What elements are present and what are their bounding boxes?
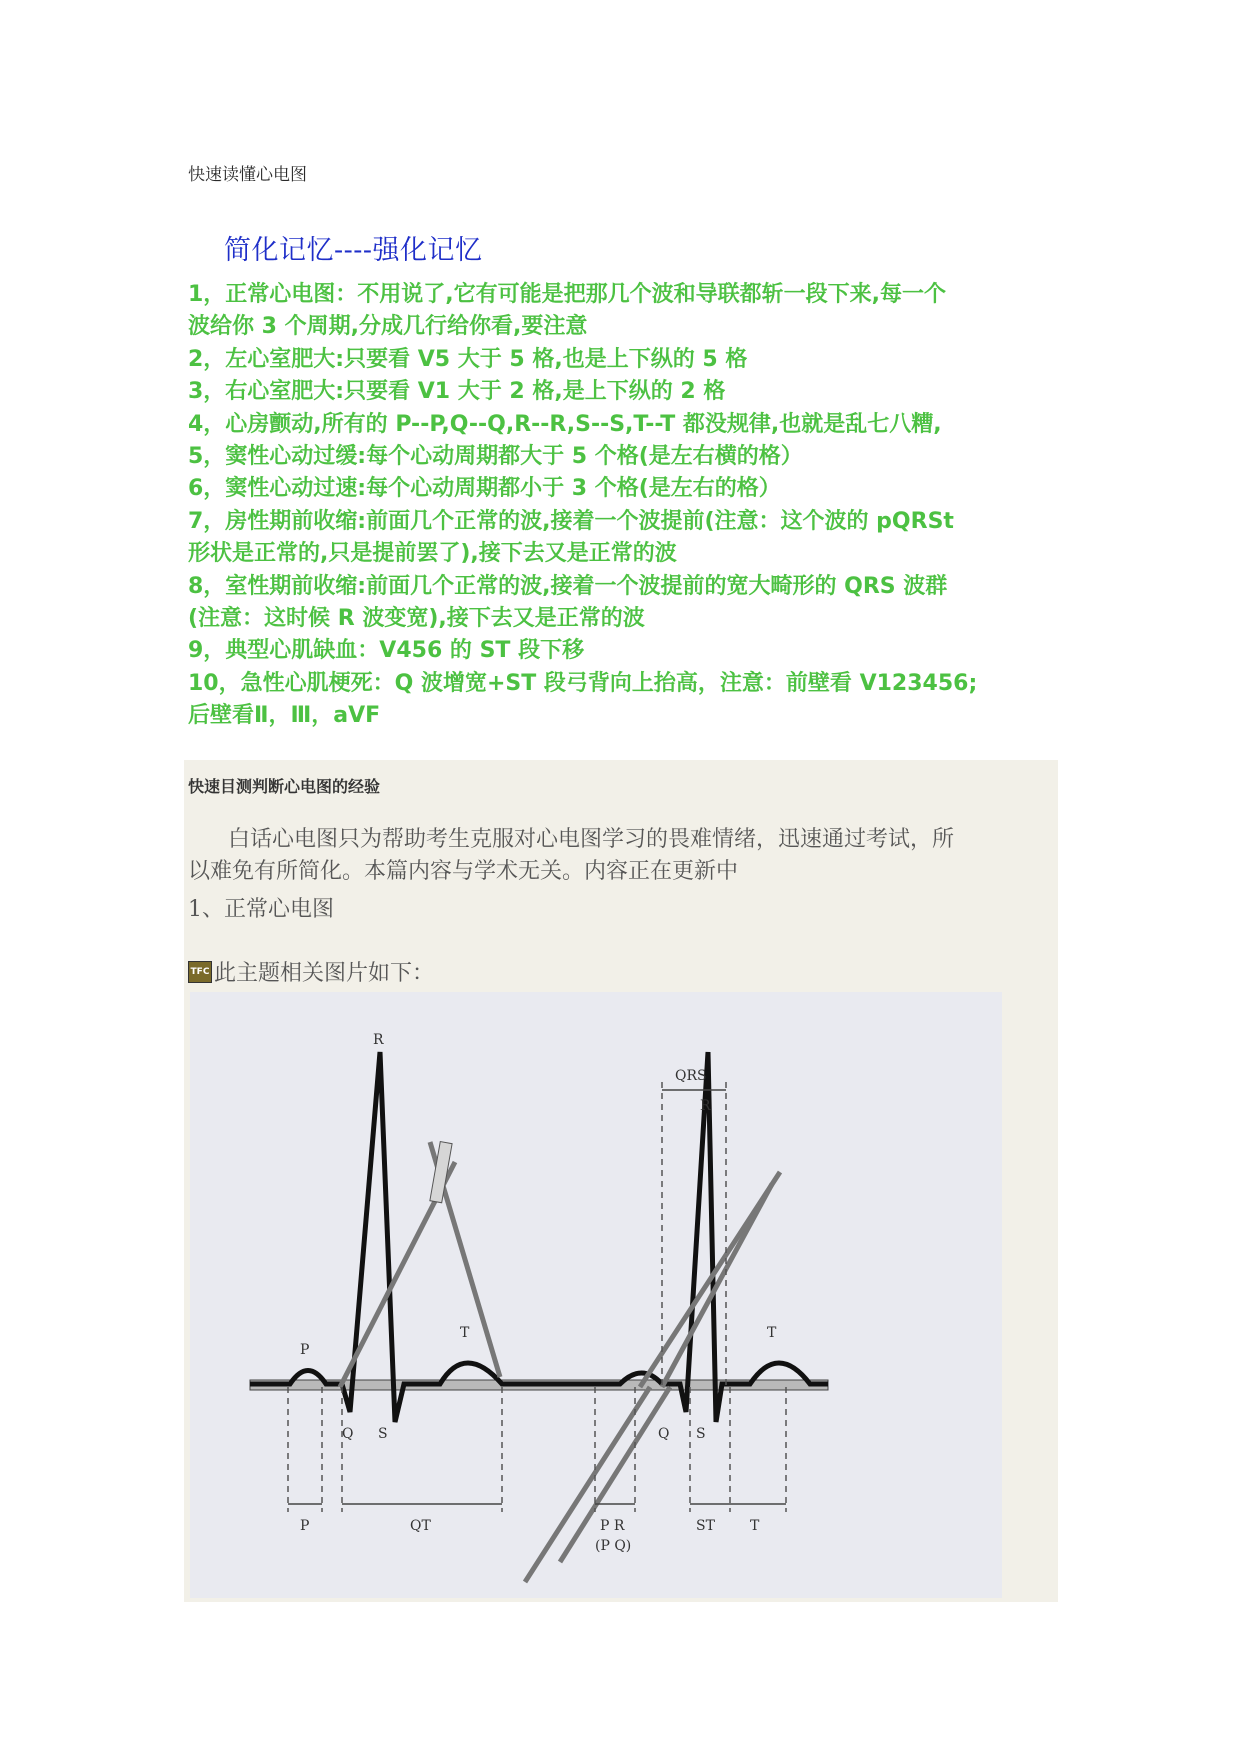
list-line: 8，室性期前收缩:前面几个正常的波,接着一个波提前的宽大畸形的 QRS 波群 xyxy=(188,573,948,599)
label-t1: T xyxy=(460,1325,470,1341)
paragraph-line: 以难免有所简化。本篇内容与学术无关。内容正在更新中 xyxy=(188,859,739,884)
item-normal-ecg: 1、正常心电图 xyxy=(188,897,334,922)
caliper-arm xyxy=(560,1387,670,1562)
label-qrs: QRS xyxy=(675,1068,707,1084)
label-interval-pq: (P Q) xyxy=(595,1538,632,1554)
label-q2: Q xyxy=(658,1426,670,1442)
label-interval-st: ST xyxy=(696,1518,715,1534)
panel-title: 快速目测判断心电图的经验 xyxy=(188,777,381,796)
label-r1: R xyxy=(373,1032,384,1048)
paragraph-line: 白话心电图只为帮助考生克服对心电图学习的畏难情绪，迅速通过考试，所 xyxy=(228,827,955,852)
list-line: 6，窦性心动过速:每个心动周期都小于 3 个格(是左右的格） xyxy=(188,476,781,502)
label-interval-t: T xyxy=(750,1518,760,1534)
list-line: 后壁看Ⅱ，Ⅲ，aVF xyxy=(188,703,381,729)
list-line: 7，房性期前收缩:前面几个正常的波,接着一个波提前(注意：这个波的 pQRSt xyxy=(188,508,954,534)
list-line: 2，左心室肥大:只要看 V5 大于 5 格,也是上下纵的 5 格 xyxy=(188,346,748,372)
list-line: 1，正常心电图：不用说了,它有可能是把那几个波和导联都斩一段下来,每一个 xyxy=(188,282,947,307)
image-caption xyxy=(188,956,434,987)
label-s2: S xyxy=(696,1426,706,1442)
label-p1: P xyxy=(300,1342,310,1358)
image-caption-text: 此主题相关图片如下： xyxy=(214,961,435,986)
label-t2: T xyxy=(767,1325,777,1341)
label-interval-qt: QT xyxy=(410,1518,431,1534)
list-line: 9，典型心肌缺血：V456 的 ST 段下移 xyxy=(188,638,585,664)
label-r2: R xyxy=(700,1098,711,1114)
image-file-icon[interactable]: TFC xyxy=(188,961,212,983)
list-line: 5，窦性心动过缓:每个心动周期都大于 5 个格(是左右横的格） xyxy=(188,444,803,470)
experience-panel xyxy=(184,760,1058,1602)
label-s1: S xyxy=(378,1426,388,1442)
list-line: (注意：这时候 R 波变宽),接下去又是正常的波 xyxy=(188,606,645,632)
label-interval-pr: P R xyxy=(600,1518,625,1534)
list-line: 4，心房颤动,所有的 P--P,Q--Q,R--R,S--S,T--T 都没规律,也就是乱七八糟, xyxy=(188,411,942,437)
section-subheading: 简化记忆----强化记忆 xyxy=(224,235,483,266)
ecg-diagram-image xyxy=(190,992,1002,1598)
list-line: 10，急性心肌梗死：Q 波增宽+ST 段弓背向上抬高，注意：前壁看 V123456; xyxy=(188,670,978,696)
page-title: 快速读懂心电图 xyxy=(188,165,307,185)
list-line: 波给你 3 个周期,分成几行给你看,要注意 xyxy=(188,314,588,340)
intro-paragraph xyxy=(188,824,1050,888)
ecg-summary-list xyxy=(188,279,1068,733)
list-line: 3，右心室肥大:只要看 V1 大于 2 格,是上下纵的 2 格 xyxy=(188,379,726,405)
list-line: 形状是正常的,只是提前罢了),接下去又是正常的波 xyxy=(188,541,677,567)
label-interval-p: P xyxy=(300,1518,310,1534)
label-q1: Q xyxy=(342,1426,354,1442)
